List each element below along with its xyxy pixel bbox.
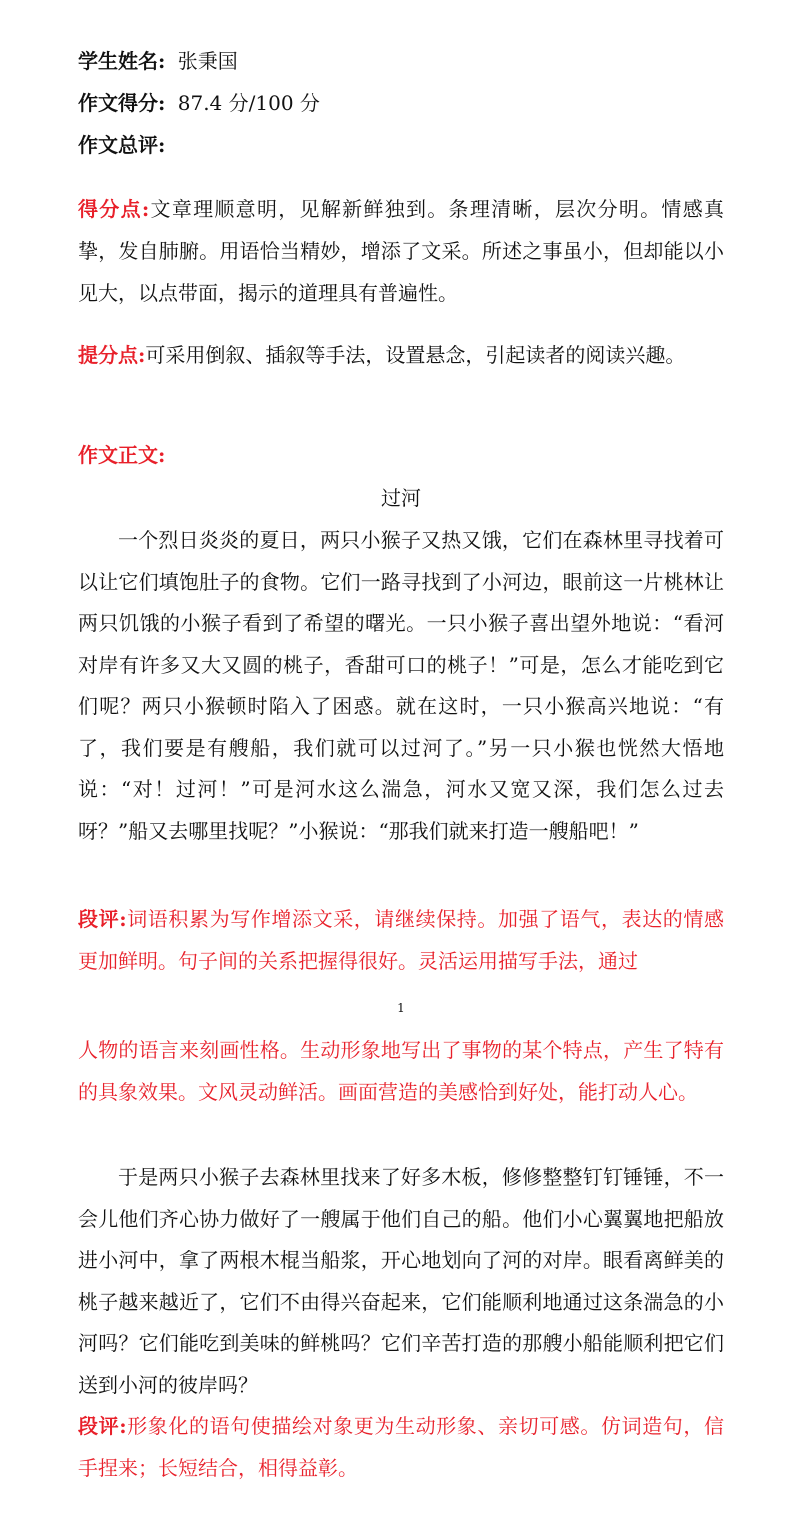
student-name-line [78, 44, 238, 78]
student-name-label: 学生姓名: [78, 49, 166, 73]
student-name-value: 张秉国 [177, 49, 238, 73]
comment-2 [78, 1405, 724, 1489]
improve-line [78, 338, 685, 372]
comment-1-part-1 [78, 898, 724, 982]
score-label: 作文得分: [78, 91, 166, 115]
essay-paragraph-2: 于是两只小猴子去森林里找来了好多木板，修修整整钉钉锤锤，不一会儿他们齐心协力做好了一艘属于他们自己的船。他们小心翼翼地把船放进小河中，拿了两根木棍当船浆，开心地划向了河的对岸。眼看离鲜美的桃子越来越近了，它们不由得兴奋起来，它们能顺利地通过这条湍急的小河吗？它们能吃到美味的鲜桃吗？它们辛苦打造的那艘小船能顺利把它们送到小河的彼岸吗？ [78, 1165, 724, 1397]
improve-label: 提分点: [78, 343, 146, 367]
score-line [78, 86, 320, 120]
strengths-paragraph [78, 188, 724, 314]
essay-title: 过河 [381, 486, 421, 510]
score-value: 87.4 分/100 分 [177, 91, 320, 115]
essay-section-label: 作文正文: [78, 443, 166, 467]
comment-1-text-part-1: 词语积累为写作增添文采，请继续保持。加强了语气，表达的情感更加鲜明。句子间的关系把握得很好。灵活运用描写手法，通过 [78, 907, 725, 973]
strengths-label: 得分点: [78, 197, 150, 221]
improve-text: 可采用倒叙、插叙等手法，设置悬念，引起读者的阅读兴趣。 [145, 343, 686, 367]
comment-1-text-part-2: 人物的语言来刻画性格。生动形象地写出了事物的某个特点，产生了特有的具象效果。文风灵动鲜活。画面营造的美感恰到好处，能打动人心。 [78, 1038, 724, 1104]
comment-2-label: 段评: [78, 1414, 127, 1438]
strengths-text: 文章理顺意明，见解新鲜独到。条理清晰，层次分明。情感真挚，发自肺腑。用语恰当精妙，增添了文采。所述之事虽小，但却能以小见大，以点带面，揭示的道理具有普遍性。 [78, 197, 724, 305]
review-label: 作文总评: [78, 133, 166, 157]
essay-paragraph-1: 一个烈日炎炎的夏日，两只小猴子又热又饿，它们在森林里寻找着可以让它们填饱肚子的食物。它们一路寻找到了小河边，眼前这一片桃林让两只饥饿的小猴子看到了希望的曙光。一只小猴子喜出望外地说：“看河对岸有许多又大又圆的桃子，香甜可口的桃子！”可是，怎么才能吃到它们呢？两只小猴顿时陷入了困惑。就在这时，一只小猴高兴地说：“有了，我们要是有艘船，我们就可以过河了。”另一只小猴也恍然大悟地说：“对！过河！”可是河水这么湍急，河水又宽又深，我们怎么过去呀？”船又去哪里找呢？”小猴说：“那我们就来打造一艘船吧！” [78, 528, 724, 843]
comment-1-label: 段评: [78, 907, 127, 931]
comment-2-text: 形象化的语句使描绘对象更为生动形象、亲切可感。仿词造句，信手捏来；长短结合，相得益彰。 [78, 1414, 725, 1480]
page-number: 1 [397, 1001, 405, 1015]
